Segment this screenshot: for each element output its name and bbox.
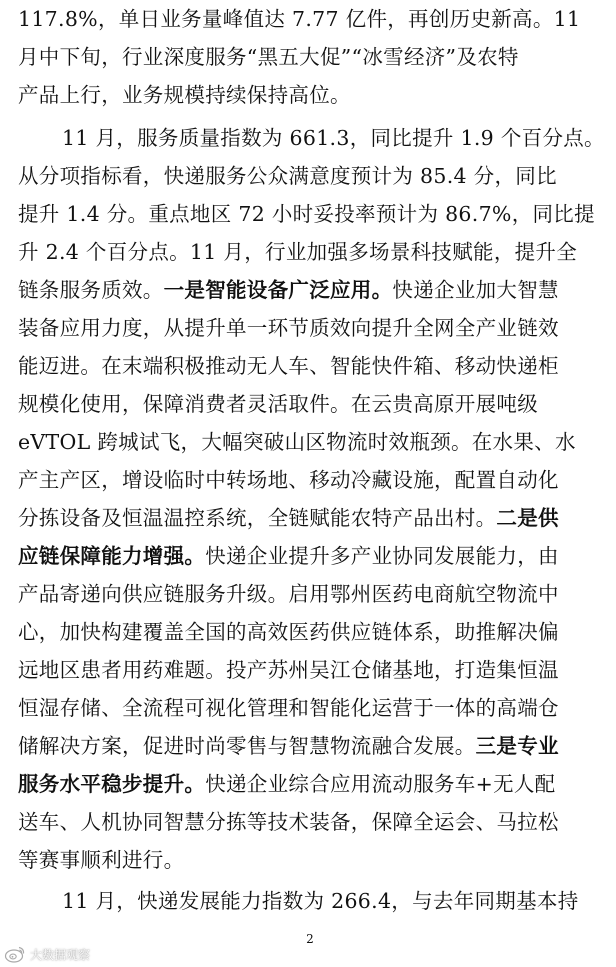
text-line-7: 升 2.4 个百分点。11 月，行业加强多场景科技赋能，提升全 — [18, 240, 578, 264]
text-line-6: 提升 1.4 分。重点地区 72 小时妥投率预计为 86.7%，同比提 — [18, 202, 595, 226]
bold-heading-3-end: 服务水平稳步提升。 — [18, 772, 206, 796]
text-line-22: 送车、人机协同智慧分拣等技术装备，保障全运会、马拉松 — [18, 810, 559, 834]
text-line-14: 分拣设备及恒温温控系统，全链赋能农特产品出村。二是供 — [18, 506, 559, 530]
text-line-24: 11 月，快递发展能力指数为 266.4，与去年同期基本持 — [62, 889, 579, 913]
watermark-text: 大数据观察 — [30, 947, 91, 962]
bold-heading-1: 一是智能设备广泛应用。 — [163, 278, 393, 302]
text-line-20: 储解决方案，促进时尚零售与智慧物流融合发展。三是专业 — [18, 734, 559, 758]
text-line-15: 应链保障能力增强。快递企业提升多产业协同发展能力，由 — [18, 544, 559, 568]
bold-heading-3-start: 三是专业 — [475, 734, 559, 758]
text-line-17: 心，加快构建覆盖全国的高效医药供应链体系，助推解决偏 — [18, 620, 559, 644]
text-line-2: 月中下旬，行业深度服务“黑五大促”“冰雪经济”及农特 — [18, 45, 519, 69]
text-line-11: 规模化使用，保障消费者灵活取件。在云贵高原开展吨级 — [18, 392, 538, 416]
bold-heading-2-start: 二是供 — [496, 506, 559, 530]
text-line-4: 11 月，服务质量指数为 661.3，同比提升 1.9 个百分点。 — [62, 126, 605, 150]
text-line-19: 恒湿存储、全流程可视化管理和智能化运营于一体的高端仓 — [18, 696, 559, 720]
weibo-icon — [4, 945, 26, 963]
text-line-5: 从分项指标看，快递服务公众满意度预计为 85.4 分，同比 — [18, 164, 557, 188]
text-line-16: 产品寄递向供应链服务升级。启用鄂州医药电商航空物流中 — [18, 582, 559, 606]
text-line-12: eVTOL 跨城试飞，大幅突破山区物流时效瓶颈。在水果、水 — [18, 430, 576, 454]
text-line-18: 远地区患者用药难题。投产苏州吴江仓储基地，打造集恒温 — [18, 658, 559, 682]
text-line-8: 链条服务质效。一是智能设备广泛应用。快递企业加大智慧 — [18, 278, 559, 302]
bold-heading-2-end: 应链保障能力增强。 — [18, 544, 206, 568]
text-line-10: 能迈进。在末端积极推动无人车、智能快件箱、移动快递柜 — [18, 354, 559, 378]
text-line-21: 服务水平稳步提升。快递企业综合应用流动服务车+无人配 — [18, 772, 556, 796]
text-line-1: 117.8%，单日业务量峰值达 7.77 亿件，再创历史新高。11 — [18, 7, 581, 31]
text-line-9: 装备应用力度，从提升单一环节质效向提升全网全产业链效 — [18, 316, 559, 340]
watermark — [4, 944, 90, 964]
text-line-23: 等赛事顺利进行。 — [18, 848, 185, 872]
text-line-13: 产主产区，增设临时中转场地、移动冷藏设施，配置自动化 — [18, 468, 559, 492]
text-line-3: 产品上行，业务规模持续保持高位。 — [18, 83, 351, 107]
page-number: 2 — [306, 932, 314, 946]
